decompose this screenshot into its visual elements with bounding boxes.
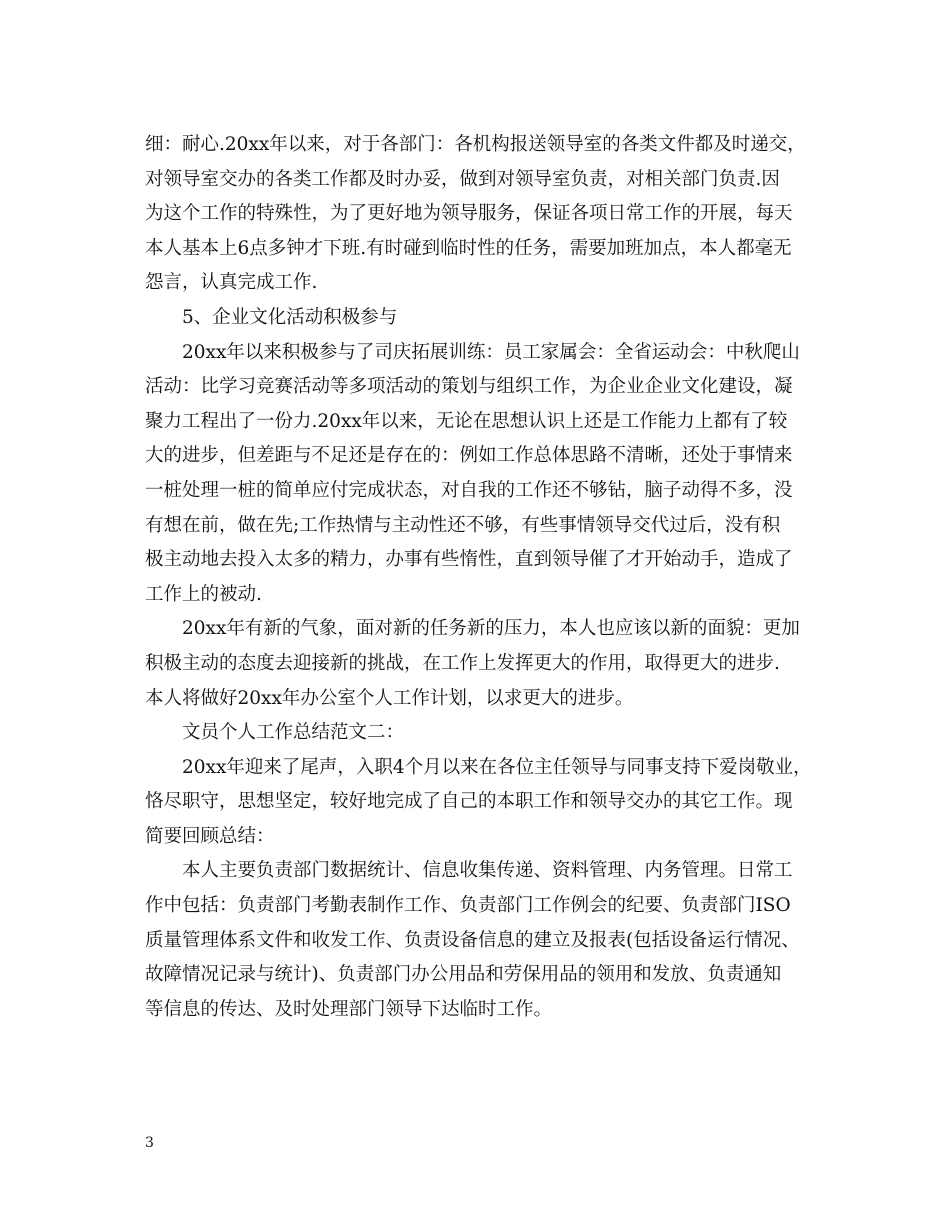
text-line: 20xx年迎来了尾声，入职4个月以来在各位主任领导与同事支持下爱岗敬业， [182,756,812,778]
text-line: 活动：比学习竞赛活动等多项活动的策划与组织工作，为企业企业文化建设，凝 [145,376,793,398]
text-line: 文员个人工作总结范文二： [182,722,405,744]
text-line: 本人将做好20xx年办公室个人工作计划，以求更大的进步。 [145,687,634,709]
text-line: 20xx年有新的气象，面对新的任务新的压力，本人也应该以新的面貌：更加 [182,618,800,640]
text-line: 极主动地去投入太多的精力，办事有些惰性，直到领导催了才开始动手，造成了 [145,549,793,571]
text-line: 聚力工程出了一份力.20xx年以来，无论在思想认识上还是工作能力上都有了较 [145,410,788,432]
page-number: 3 [145,1135,154,1151]
text-line: 质量管理体系文件和收发工作、负责设备信息的建立及报表(包括设备运行情况、 [145,929,800,951]
text-line: 有想在前，做在先;工作热情与主动性还不够，有些事情领导交代过后，没有积 [145,514,781,536]
text-line: 20xx年以来积极参与了司庆拓展训练：员工家属会：全省运动会：中秋爬山 [182,341,800,363]
text-line: 故障情况记录与统计)、负责部门办公用品和劳保用品的领用和发放、负责通知 [145,964,782,986]
text-line: 工作上的被动. [145,583,262,605]
text-line: 等信息的传达、及时处理部门领导下达临时工作。 [145,998,553,1020]
text-line: 细：耐心.20xx年以来，对于各部门：各机构报送领导室的各类文件都及时递交， [145,134,806,155]
text-line: 简要回顾总结： [145,825,275,847]
text-line: 为这个工作的特殊性，为了更好地为领导服务，保证各项日常工作的开展，每天 [145,203,793,225]
text-line: 一桩处理一桩的简单应付完成状态，对自我的工作还不够钻，脑子动得不多，没 [145,479,793,501]
text-line: 大的进步，但差距与不足还是存在的：例如工作总体思路不清晰，还处于事情来 [145,445,793,467]
text-line: 恪尽职守，思想坚定，较好地完成了自己的本职工作和领导交办的其它工作。现 [145,791,793,813]
text-line: 本人主要负责部门数据统计、信息收集传递、资料管理、内务管理。日常工 [182,860,793,882]
text-line: 作中包括：负责部门考勤表制作工作、负责部门工作例会的纪要、负责部门ISO [145,895,791,917]
text-line: 积极主动的态度去迎接新的挑战，在工作上发挥更大的作用，取得更大的进步. [145,652,780,674]
text-line: 对领导室交办的各类工作都及时办妥，做到对领导室负责，对相关部门负责.因 [145,168,780,190]
text-line: 本人基本上6点多钟才下班.有时碰到临时性的任务，需要加班加点，本人都毫无 [145,237,792,259]
text-line: 怨言，认真完成工作. [145,272,318,294]
body-text [145,128,817,1027]
text-line: 5、企业文化活动积极参与 [182,306,398,328]
